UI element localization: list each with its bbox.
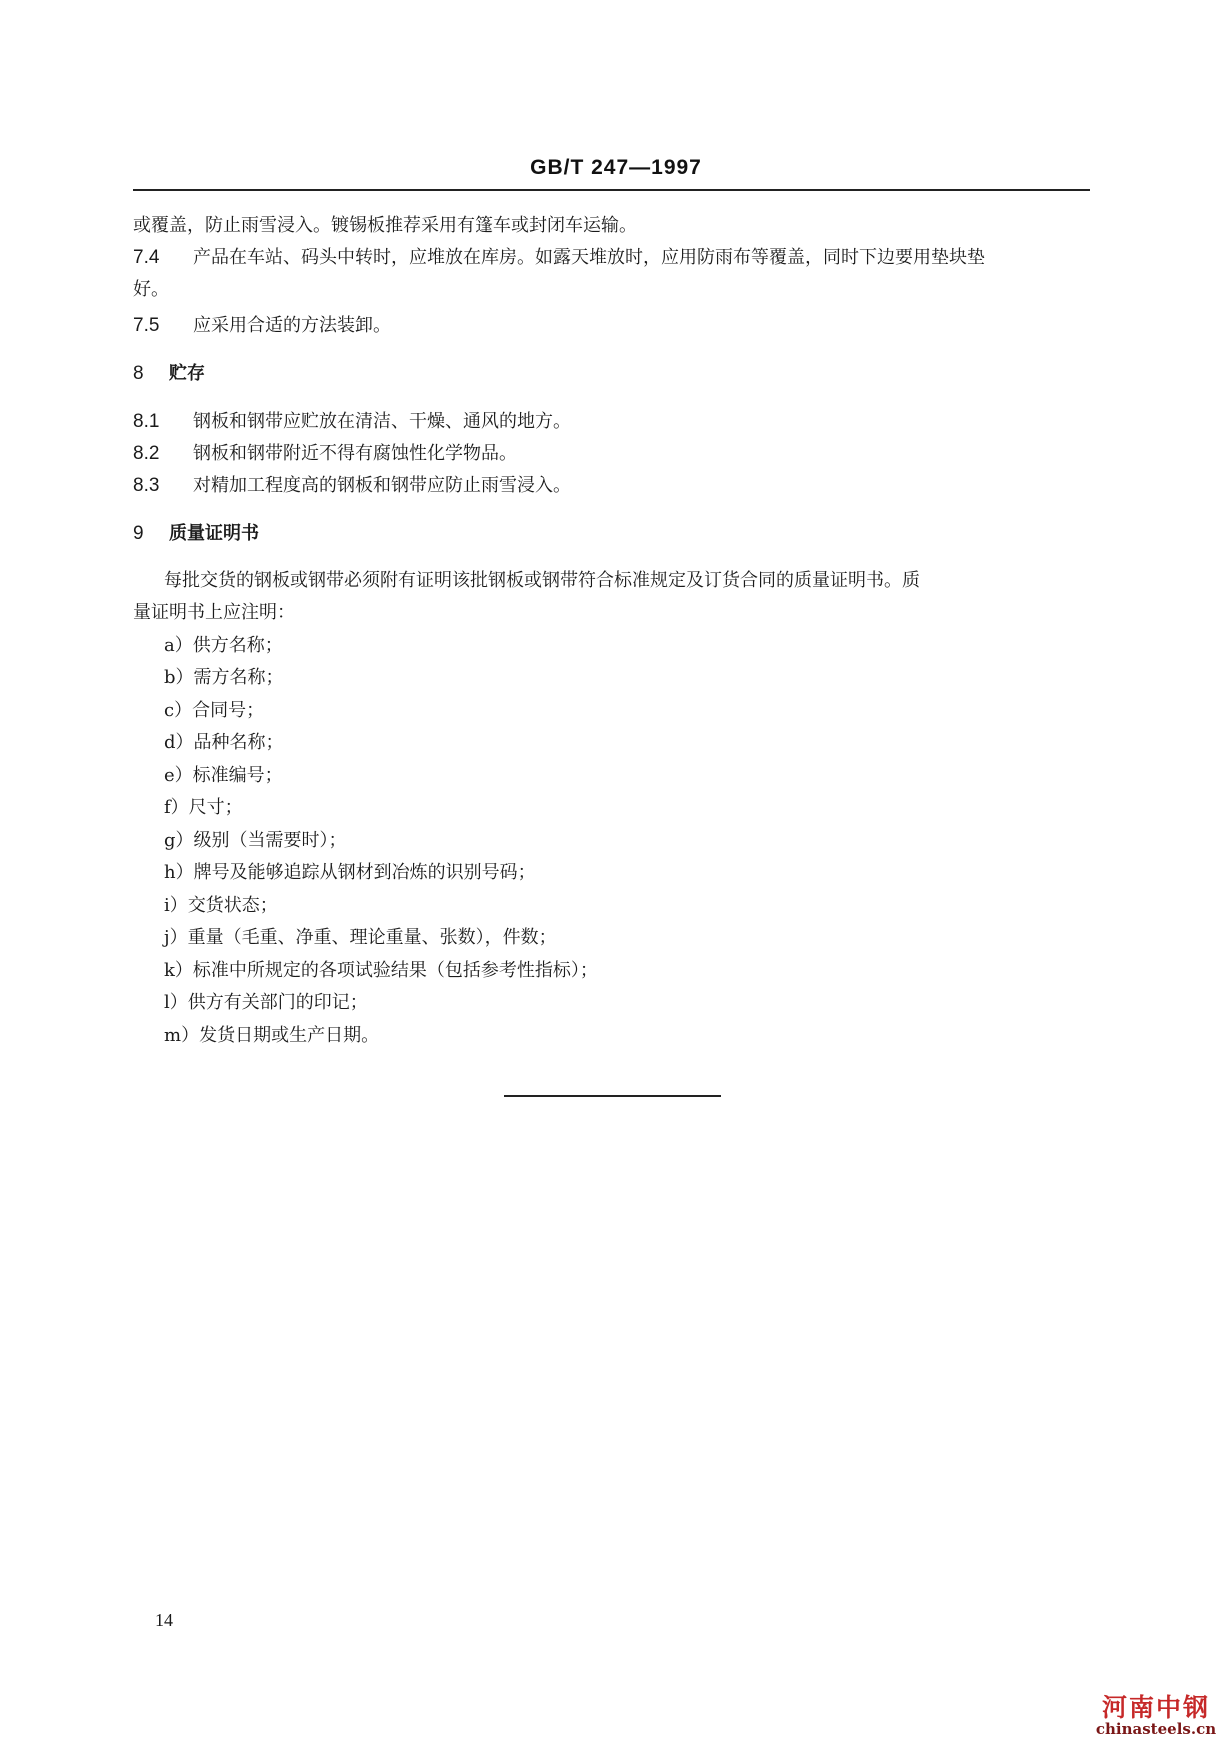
clause-text: 钢板和钢带应贮放在清洁、干燥、通风的地方。	[193, 411, 571, 432]
list-item: b）需方名称；	[164, 667, 284, 688]
clause-number: 7.5	[133, 315, 160, 336]
section9-paragraph-line2: 量证明书上应注明：	[133, 602, 295, 623]
clause-text: 钢板和钢带附近不得有腐蚀性化学物品。	[193, 443, 517, 464]
list-item: h）牌号及能够追踪从钢材到冶炼的识别号码；	[164, 862, 536, 883]
clause-7-4	[133, 246, 985, 270]
page-number: 14	[155, 1610, 173, 1630]
section-number: 8	[133, 363, 144, 384]
header-rule	[133, 189, 1090, 191]
clause-number: 7.4	[133, 247, 160, 268]
list-item: c）合同号；	[164, 700, 265, 721]
section7-continuation: 或覆盖，防止雨雪浸入。镀锡板推荐采用有篷车或封闭车运输。	[133, 215, 637, 236]
list-item: j）重量（毛重、净重、理论重量、张数），件数；	[164, 927, 557, 948]
document-header: GB/T 247—1997	[530, 156, 702, 179]
list-item: d）品种名称；	[164, 732, 284, 753]
list-item: a）供方名称；	[164, 635, 283, 656]
section-title: 质量证明书	[169, 523, 259, 544]
watermark-domain: chinasteels.cn	[1095, 1720, 1217, 1738]
watermark-chinese: 河南中钢	[1101, 1693, 1210, 1722]
section-8-heading	[133, 362, 205, 386]
clause-text: 应采用合适的方法装卸。	[193, 315, 391, 336]
list-item: g）级别（当需要时）；	[164, 830, 347, 851]
list-item: i）交货状态；	[164, 895, 278, 916]
section-9-heading	[133, 522, 259, 546]
clause-number: 8.1	[133, 411, 160, 432]
section-number: 9	[133, 523, 144, 544]
clause-7-5	[133, 314, 391, 338]
clause-text: 对精加工程度高的钢板和钢带应防止雨雪浸入。	[193, 475, 571, 496]
section9-paragraph-line1: 每批交货的钢板或钢带必须附有证明该批钢板或钢带符合标准规定及订货合同的质量证明书。质	[164, 570, 920, 591]
clause-8-2	[133, 442, 517, 466]
list-item: k）标准中所规定的各项试验结果（包括参考性指标）；	[164, 960, 598, 981]
clause-8-3	[133, 474, 571, 498]
end-of-standard-rule	[504, 1095, 721, 1097]
watermark-logo	[1090, 1694, 1222, 1737]
section-title: 贮存	[169, 363, 205, 384]
list-item: m）发货日期或生产日期。	[164, 1025, 380, 1046]
list-item: l）供方有关部门的印记；	[164, 992, 368, 1013]
list-item: e）标准编号；	[164, 765, 283, 786]
clause-number: 8.3	[133, 475, 160, 496]
clause-7-4-continuation: 好。	[133, 279, 169, 300]
clause-8-1	[133, 410, 571, 434]
clause-text: 产品在车站、码头中转时，应堆放在库房。如露天堆放时，应用防雨布等覆盖，同时下边要用垫块垫	[193, 247, 985, 268]
clause-number: 8.2	[133, 443, 160, 464]
list-item: f）尺寸；	[164, 797, 243, 818]
